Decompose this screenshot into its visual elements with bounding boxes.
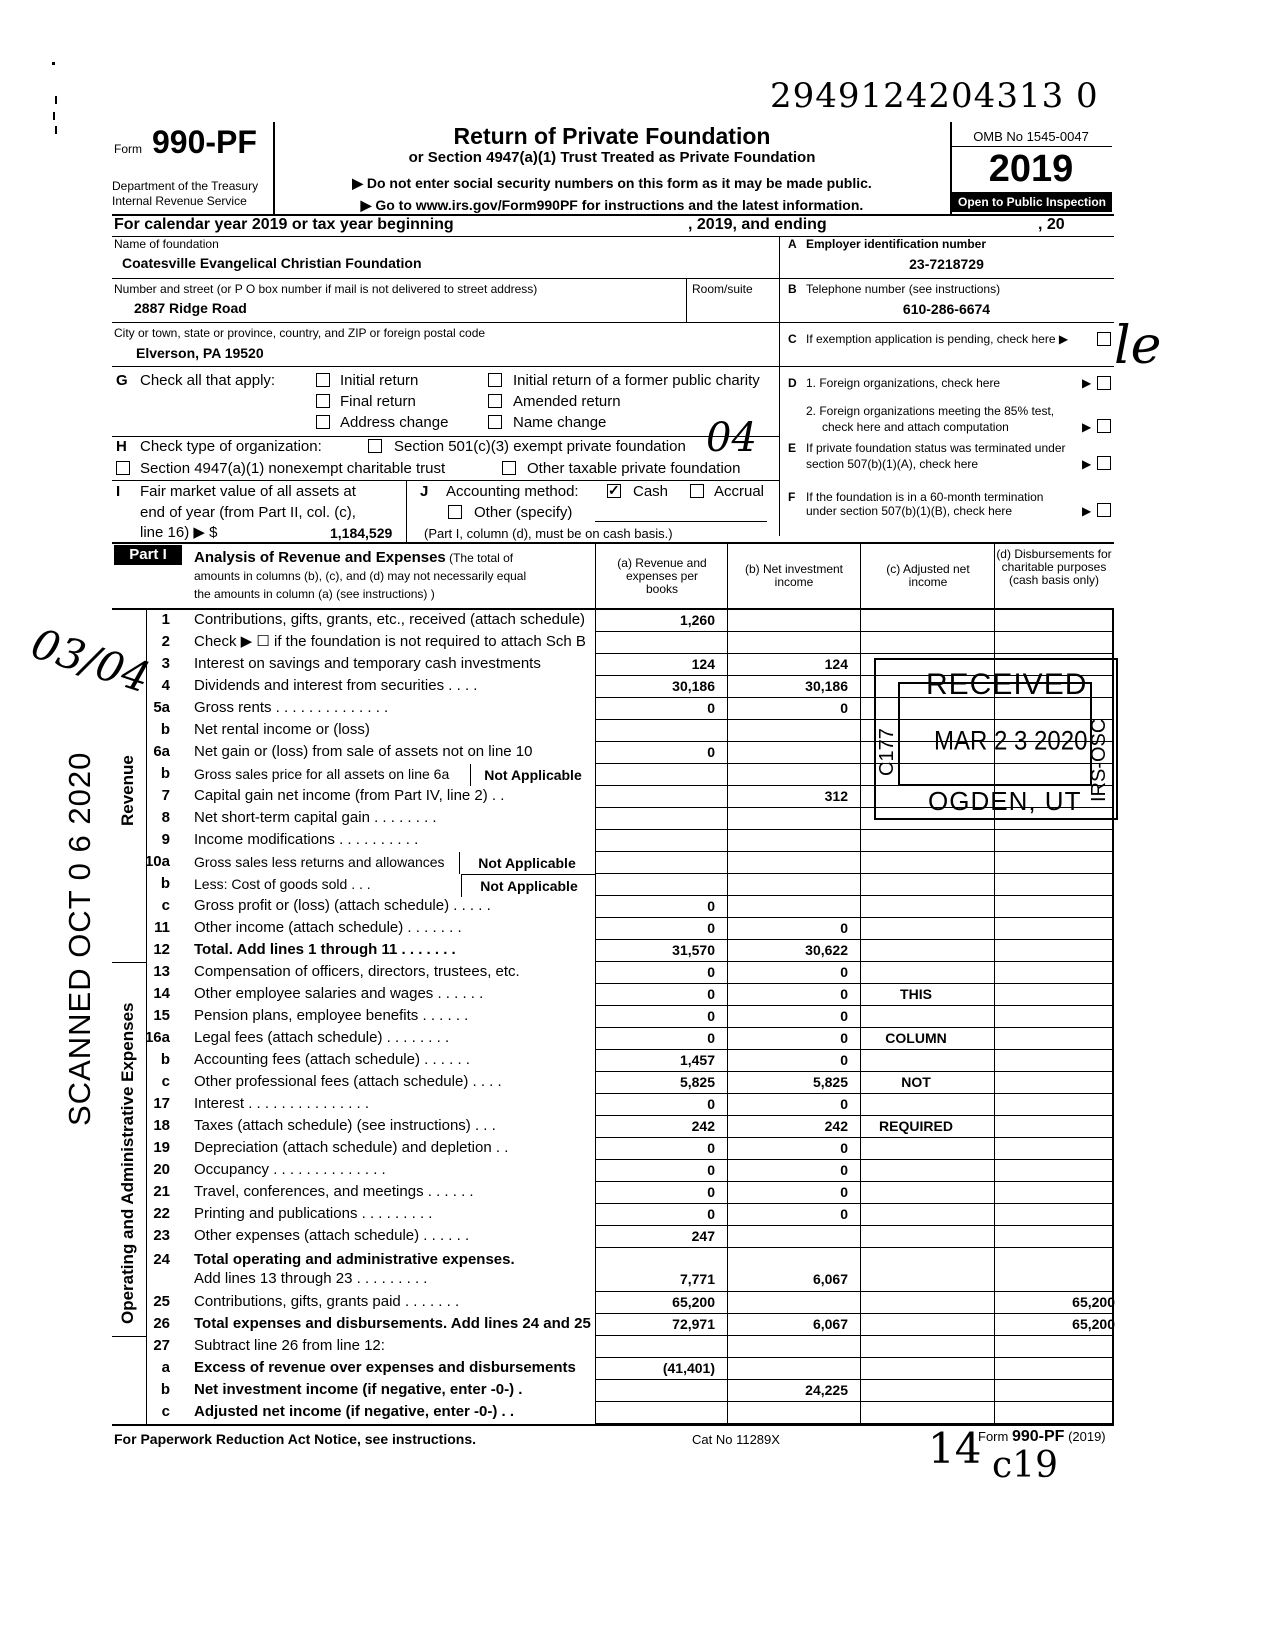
part-desc-3: the amounts in column (a) (see instructions) ) — [194, 587, 435, 601]
line-label: Dividends and interest from securities . . . . — [194, 677, 478, 694]
line-label: Legal fees (attach schedule) . . . . . . . . — [194, 1029, 450, 1046]
handwritten-top-right: le — [1114, 316, 1162, 376]
address-change-label: Address change — [340, 414, 449, 431]
row-divider — [595, 1203, 1114, 1204]
catalog-number: Cat No 11289X — [692, 1432, 780, 1447]
line-number: 7 — [161, 787, 170, 804]
row-divider — [595, 1137, 1114, 1138]
amount-a: 0 — [707, 1184, 715, 1200]
amount-c: NOT — [901, 1074, 931, 1090]
line-label: Net investment income (if negative, enter -0-) . — [194, 1381, 523, 1398]
amount-b: 30,622 — [805, 942, 848, 958]
amount-a: 0 — [707, 986, 715, 1002]
line-label: Subtract line 26 from line 12: — [194, 1337, 385, 1354]
amount-a: 72,971 — [672, 1316, 715, 1332]
line-label: Gross sales less returns and allowances — [194, 854, 445, 870]
amount-a: 0 — [707, 1206, 715, 1222]
col-d-header: (d) Disbursements for charitable purposes (cash basis only) — [996, 547, 1112, 587]
phone-label: Telephone number (see instructions) — [806, 282, 1001, 296]
other-taxable-checkbox[interactable] — [502, 461, 516, 475]
line-number: 26 — [153, 1315, 170, 1332]
amount-b: 124 — [824, 656, 848, 672]
row-divider — [595, 829, 1114, 830]
amount-b: 30,186 — [805, 678, 848, 694]
item-h-letter: H — [116, 438, 127, 455]
received-code-left: C177 — [876, 728, 898, 776]
handwritten-h-mark: 04 — [706, 415, 757, 461]
arrow: ▶ — [1082, 376, 1092, 390]
row-divider — [595, 1071, 1114, 1072]
received-stamp — [874, 658, 1118, 820]
fmv-value: 1,184,529 — [330, 525, 393, 541]
row-divider — [595, 1379, 1114, 1380]
line-label: Net short-term capital gain . . . . . . . . — [194, 809, 437, 826]
row-divider — [595, 1159, 1114, 1160]
line-number: b — [160, 1051, 170, 1068]
amount-a: 0 — [707, 1096, 715, 1112]
line-number: 11 — [154, 919, 170, 936]
item-i-letter: I — [116, 483, 121, 500]
line-label: Other professional fees (attach schedule) . . . . — [194, 1073, 502, 1090]
amount-b: 0 — [840, 1140, 848, 1156]
item-c-letter: C — [788, 332, 797, 346]
line-label: Contributions, gifts, grants, etc., received (attach schedule) — [194, 611, 586, 628]
former-public-charity-label: Initial return of a former public charity — [513, 372, 760, 389]
amount-a: 0 — [707, 700, 715, 716]
section-4947-label: Section 4947(a)(1) nonexempt charitable trust — [140, 460, 446, 477]
fmv-label-3: line 16) ▶ $ — [140, 524, 218, 541]
amount-b: 0 — [840, 964, 848, 980]
row-divider — [595, 851, 1114, 852]
line-number: 18 — [153, 1117, 170, 1134]
amount-a: 0 — [707, 744, 715, 760]
amount-a: 0 — [707, 1030, 715, 1046]
amount-b: 0 — [840, 1052, 848, 1068]
line-label: Check ▶ ☐ if the foundation is not required to attach Sch B — [194, 633, 586, 650]
accrual-checkbox[interactable] — [690, 484, 704, 498]
col-a-header: (a) Revenue and expenses per books — [617, 556, 707, 596]
col-b-header: (b) Net investment income — [744, 562, 844, 589]
margin-mark — [55, 96, 57, 104]
row-divider — [595, 873, 1114, 874]
part-title-line — [194, 548, 513, 567]
col-c-header: (c) Adjusted net income — [886, 562, 970, 589]
line-label: Adjusted net income (if negative, enter -0-) . . — [194, 1403, 515, 1420]
amount-a: 0 — [707, 1140, 715, 1156]
row-divider — [595, 961, 1114, 962]
foreign-85-label-2: check here and attach computation — [822, 420, 1009, 434]
line-label-continued: Add lines 13 through 23 . . . . . . . . . — [194, 1270, 428, 1287]
row-divider — [595, 895, 1114, 896]
row-divider — [595, 1115, 1114, 1116]
line-number: 13 — [153, 963, 170, 980]
line-label: Travel, conferences, and meetings . . . . . . — [194, 1183, 474, 1200]
row-divider — [595, 1401, 1114, 1402]
line-label: Gross rents . . . . . . . . . . . . . . — [194, 699, 389, 716]
footer-form-prefix: Form — [978, 1429, 1009, 1444]
other-taxable-label: Other taxable private foundation — [527, 460, 741, 477]
line-number: a — [161, 1359, 170, 1376]
line-label-bold: Total. — [194, 941, 233, 958]
item-b-letter: B — [788, 282, 797, 296]
line-number: 14 — [153, 985, 170, 1002]
line-number: 9 — [161, 831, 170, 848]
row-divider — [595, 1335, 1114, 1336]
amount-a: 0 — [707, 1162, 715, 1178]
line-number: 24 — [153, 1251, 170, 1268]
line-number: 10a — [144, 853, 170, 870]
amount-b: 5,825 — [812, 1074, 848, 1090]
row-divider — [595, 653, 1114, 654]
amount-b: 0 — [840, 1184, 848, 1200]
row-divider — [595, 631, 1114, 632]
name-change-checkbox[interactable] — [488, 415, 502, 429]
line-label: Depreciation (attach schedule) and depletion . . — [194, 1139, 509, 1156]
document-locator-number: 2949124204313 0 — [770, 76, 1099, 116]
line-label: Interest on savings and temporary cash investments — [194, 655, 541, 672]
amount-a: 124 — [691, 656, 715, 672]
amount-b: 0 — [840, 1008, 848, 1024]
row-divider — [595, 1181, 1114, 1182]
tax-year: 2019 — [988, 148, 1074, 190]
line-label: Occupancy . . . . . . . . . . . . . . — [194, 1161, 386, 1178]
amount-b: 312 — [824, 788, 848, 804]
line-number: 12 — [153, 941, 170, 958]
amount-c: THIS — [900, 986, 932, 1002]
cash-label: Cash — [633, 483, 669, 500]
line-label: Other income (attach schedule) . . . . . . . — [194, 919, 462, 936]
line-number: 16a — [144, 1029, 170, 1046]
amount-b: 242 — [824, 1118, 848, 1134]
amount-a: 0 — [707, 898, 715, 914]
item-j-letter: J — [420, 483, 429, 500]
line-label: Gross profit or (loss) (attach schedule) . . . . . — [194, 897, 491, 914]
org-type-label: Check type of organization: — [140, 438, 322, 455]
amount-a: (41,401) — [662, 1360, 715, 1376]
calendar-year-label: For calendar year 2019 or tax year beginning — [114, 216, 454, 233]
amount-d: 65,200 — [1072, 1316, 1115, 1332]
amount-a: 1,260 — [679, 612, 715, 628]
line-label: Net rental income or (loss) — [194, 721, 370, 738]
arrow: ▶ — [1082, 420, 1092, 434]
line-label-rest: Add lines 1 through 11 . . . . . . . — [232, 941, 456, 958]
line-number: 27 — [153, 1337, 170, 1354]
open-to-public-badge — [952, 192, 1112, 212]
footer-form-year: (2019) — [1068, 1429, 1106, 1444]
line-number: 25 — [153, 1293, 170, 1310]
amount-a: 0 — [707, 964, 715, 980]
line-number: 19 — [153, 1139, 170, 1156]
item-f-letter: F — [788, 490, 796, 504]
line-label: Net gain or (loss) from sale of assets not on line 10 — [194, 743, 533, 760]
line-number: 2 — [161, 633, 170, 650]
part-title: Analysis of Revenue and Expenses — [194, 549, 446, 566]
line-number: 23 — [153, 1227, 170, 1244]
ein-value: 23-7218729 — [909, 256, 984, 272]
form-title: Return of Private Foundation — [453, 123, 771, 149]
amount-a: 65,200 — [672, 1294, 715, 1310]
other-method-checkbox[interactable] — [448, 505, 462, 519]
final-return-label: Final return — [340, 393, 416, 410]
amount-a: 7,771 — [679, 1271, 715, 1287]
received-text: RECEIVED — [926, 668, 1088, 701]
room-suite-label: Room/suite — [692, 282, 753, 296]
initial-return-checkbox[interactable] — [316, 373, 330, 387]
line-number: 4 — [161, 677, 170, 694]
line-number: 8 — [161, 809, 170, 826]
row-divider — [595, 1291, 1114, 1292]
amount-a: 1,457 — [679, 1052, 715, 1068]
line-number: 22 — [153, 1205, 170, 1222]
line-label: Total operating and administrative expenses. — [194, 1251, 515, 1268]
ein-label: Employer identification number — [806, 237, 987, 251]
line-number: 17 — [153, 1095, 170, 1112]
line-label: Gross sales price for all assets on line 6a — [194, 766, 450, 782]
amount-a: 247 — [691, 1228, 715, 1244]
line-number: 5a — [153, 699, 170, 716]
amount-a: 5,825 — [679, 1074, 715, 1090]
line-label: Other expenses (attach schedule) . . . . . . — [194, 1227, 470, 1244]
line-label: Printing and publications . . . . . . . . . — [194, 1205, 433, 1222]
amount-b: 6,067 — [812, 1316, 848, 1332]
received-code-right: IRS-OSC — [1088, 718, 1110, 802]
amount-c: COLUMN — [885, 1030, 947, 1046]
paperwork-notice: For Paperwork Reduction Act Notice, see instructions. — [114, 1431, 476, 1447]
row-divider — [595, 1005, 1114, 1006]
row-divider — [595, 917, 1114, 918]
row-divider — [595, 1247, 1114, 1248]
handwritten-left-margin: 03/04 — [25, 618, 156, 703]
foreign-85-label-1: 2. Foreign organizations meeting the 85% test, — [806, 404, 1055, 418]
line-label: Accounting fees (attach schedule) . . . . . . — [194, 1051, 470, 1068]
line-label: Other employee salaries and wages . . . . . . — [194, 985, 484, 1002]
revenue-side-label: Revenue — [118, 755, 137, 826]
amount-b: 0 — [840, 1162, 848, 1178]
expenses-side-label: Operating and Administrative Expenses — [118, 1002, 137, 1324]
line-number: c — [161, 1073, 170, 1090]
line-number: c — [161, 897, 170, 914]
foundation-name-label: Name of foundation — [114, 237, 219, 251]
foundation-name: Coatesville Evangelical Christian Foundation — [122, 255, 422, 271]
part-desc-1: (The total of — [445, 551, 514, 565]
line-number: 20 — [153, 1161, 170, 1178]
line-label: Interest . . . . . . . . . . . . . . . — [194, 1095, 370, 1112]
amount-a: 0 — [707, 1008, 715, 1024]
amount-a: 0 — [707, 920, 715, 936]
line-number: b — [160, 765, 170, 782]
item-d-letter: D — [788, 376, 797, 390]
amount-b: 0 — [840, 1206, 848, 1222]
part-tag — [114, 545, 182, 565]
calendar-year-end: , 20 — [1038, 216, 1065, 233]
cash-basis-note: (Part I, column (d), must be on cash basis.) — [424, 526, 673, 541]
line-number: 21 — [153, 1183, 170, 1200]
amount-b: 0 — [840, 700, 848, 716]
notice-irs-link[interactable]: ▶ Go to www.irs.gov/Form990PF for instructions and the latest information. — [360, 197, 864, 213]
line-label: Income modifications . . . . . . . . . . — [194, 831, 419, 848]
line-number: b — [160, 1381, 170, 1398]
amount-b: 24,225 — [805, 1382, 848, 1398]
open-to-public-text: Open to Public Inspection — [957, 195, 1106, 209]
arrow: ▶ — [1082, 457, 1092, 471]
part-desc-2: amounts in columns (b), (c), and (d) may not necessarily equal — [194, 569, 527, 583]
section-4947-checkbox[interactable] — [116, 461, 130, 475]
initial-return-label: Initial return — [340, 372, 419, 389]
footer-form — [978, 1428, 1106, 1446]
line-number: b — [160, 875, 170, 892]
row-divider — [595, 939, 1114, 940]
amount-b: 0 — [840, 1096, 848, 1112]
footer-form-number: 990-PF — [1011, 1428, 1065, 1445]
amended-return-checkbox[interactable] — [488, 394, 502, 408]
check-all-label: Check all that apply: — [140, 372, 276, 389]
form-number: 990-PF — [152, 124, 257, 160]
name-change-label: Name change — [513, 414, 607, 431]
row-divider — [595, 1225, 1114, 1226]
margin-mark — [53, 112, 55, 120]
phone-value: 610-286-6674 — [902, 301, 991, 317]
fmv-label-1: Fair market value of all assets at — [140, 483, 356, 500]
line-label: Contributions, gifts, grants paid . . . . . . . — [194, 1293, 460, 1310]
line-number: 3 — [161, 655, 170, 672]
foreign-85-checkbox[interactable] — [1097, 419, 1111, 433]
row-divider — [595, 1357, 1114, 1358]
exemption-pending-checkbox[interactable] — [1097, 332, 1111, 346]
street-label: Number and street (or P O box number if mail is not delivered to street address) — [114, 282, 538, 296]
line-label: Excess of revenue over expenses and disbursements — [194, 1359, 576, 1376]
calendar-year-mid: , 2019, and ending — [688, 216, 827, 233]
row-divider — [595, 1027, 1114, 1028]
amount-b: 0 — [840, 986, 848, 1002]
line-label: Compensation of officers, directors, trustees, etc. — [194, 963, 520, 980]
row-divider — [595, 1049, 1114, 1050]
margin-mark — [52, 62, 55, 65]
final-return-checkbox[interactable] — [316, 394, 330, 408]
row-divider — [595, 983, 1114, 984]
amount-c: REQUIRED — [879, 1118, 953, 1134]
section-501c3-label: Section 501(c)(3) exempt private foundation — [394, 438, 686, 455]
inline-amount-box: Not Applicable — [459, 852, 594, 874]
former-public-charity-checkbox[interactable] — [488, 373, 502, 387]
line-number: 1 — [161, 611, 170, 628]
department-line-2: Internal Revenue Service — [112, 194, 247, 208]
inline-amount-box: Not Applicable — [461, 874, 596, 897]
sixty-month-label-1: If the foundation is in a 60-month termination — [806, 490, 1044, 504]
line-number: c — [161, 1403, 170, 1420]
amount-b: 0 — [840, 920, 848, 936]
notice-ssn: ▶ Do not enter social security numbers on this form as it may be made public. — [352, 175, 872, 191]
amount-b: 0 — [840, 1030, 848, 1046]
received-date: MAR 2 3 2020 — [934, 726, 1088, 757]
handwritten-bottom-2: c19 — [992, 1445, 1058, 1486]
part-tag-text: Part I — [129, 546, 167, 563]
received-city: OGDEN, UT — [928, 786, 1082, 816]
amount-b: 6,067 — [812, 1271, 848, 1287]
scanned-stamp: SCANNED OCT 0 6 2020 — [62, 751, 97, 1126]
city-state-zip: Elverson, PA 19520 — [136, 345, 264, 361]
city-label: City or town, state or province, country, and ZIP or foreign postal code — [114, 326, 486, 340]
address-change-checkbox[interactable] — [316, 415, 330, 429]
street-address: 2887 Ridge Road — [134, 300, 247, 316]
arrow: ▶ — [1082, 504, 1092, 518]
amount-a: 30,186 — [672, 678, 715, 694]
section-501c3-checkbox[interactable] — [368, 439, 382, 453]
other-method-label: Other (specify) — [474, 504, 573, 521]
form-prefix: Form — [114, 142, 142, 156]
item-a-letter: A — [788, 237, 797, 251]
exemption-pending-label: If exemption application is pending, check here ▶ — [806, 332, 1069, 346]
line-number: 15 — [153, 1007, 170, 1024]
terminated-label-1: If private foundation status was terminated under — [806, 441, 1066, 455]
line-number: b — [160, 721, 170, 738]
cash-check-mark: ✓ — [608, 482, 620, 498]
line-label: Less: Cost of goods sold . . . — [194, 876, 371, 892]
terminated-label-2: section 507(b)(1)(A), check here — [806, 457, 979, 471]
department-line-1: Department of the Treasury — [112, 179, 259, 193]
terminated-checkbox[interactable] — [1097, 456, 1111, 470]
line-label: Total expenses and disbursements. Add lines 24 and 25 — [194, 1315, 591, 1332]
line-label — [194, 941, 456, 959]
fmv-label-2: end of year (from Part II, col. (c), — [140, 504, 356, 521]
amended-return-label: Amended return — [513, 393, 621, 410]
sixty-month-checkbox[interactable] — [1097, 503, 1111, 517]
accrual-label: Accrual — [714, 483, 765, 500]
row-divider — [595, 1093, 1114, 1094]
sixty-month-label-2: under section 507(b)(1)(B), check here — [806, 504, 1013, 518]
handwritten-bottom-1: 14 — [928, 1424, 982, 1473]
line-number: 6a — [153, 743, 170, 760]
amount-a: 242 — [691, 1118, 715, 1134]
amount-a: 31,570 — [672, 942, 715, 958]
form-subtitle: or Section 4947(a)(1) Trust Treated as Private Foundation — [408, 149, 816, 166]
inline-amount-box: Not Applicable — [470, 764, 595, 786]
item-g-letter: G — [116, 372, 128, 389]
line-label: Capital gain net income (from Part IV, line 2) . . — [194, 787, 505, 804]
item-e-letter: E — [788, 441, 797, 455]
omb-number: OMB No 1545-0047 — [973, 129, 1089, 144]
line-label: Pension plans, employee benefits . . . . . . — [194, 1007, 469, 1024]
row-divider — [595, 1313, 1114, 1314]
margin-mark — [55, 126, 57, 134]
foreign-org-checkbox[interactable] — [1097, 376, 1111, 390]
accounting-method-label: Accounting method: — [446, 483, 579, 500]
foreign-org-label: 1. Foreign organizations, check here — [806, 376, 1001, 390]
amount-d: 65,200 — [1072, 1294, 1115, 1310]
line-label: Taxes (attach schedule) (see instructions) . . . — [194, 1117, 496, 1134]
